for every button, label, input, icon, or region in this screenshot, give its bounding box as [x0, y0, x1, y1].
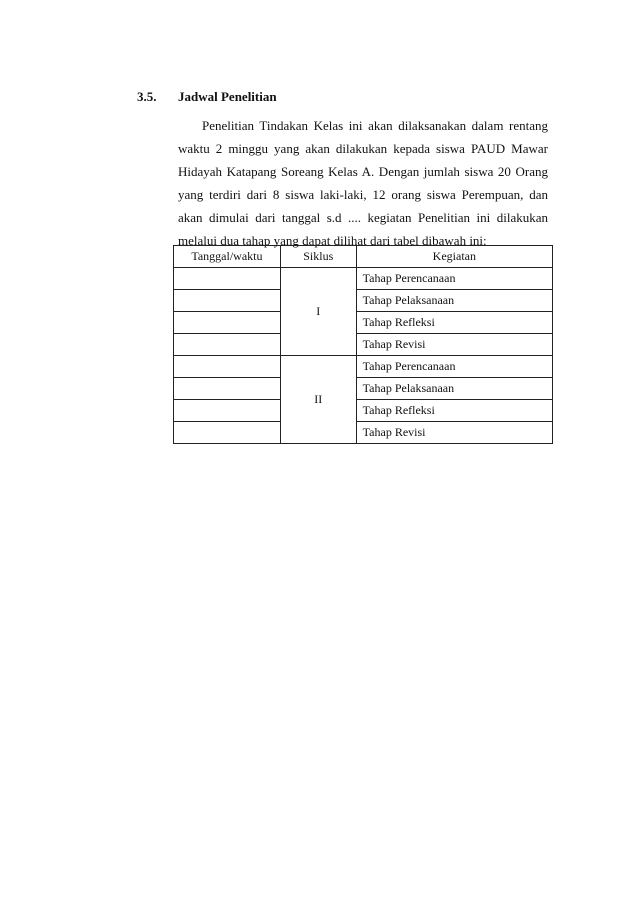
date-cell — [174, 312, 281, 334]
activity-cell: Tahap Perencanaan — [356, 268, 552, 290]
table-row — [174, 290, 553, 312]
paragraph-line: akan dimulai dari tanggal s.d .... kegiatan Penelitian ini dilakukan — [178, 210, 548, 225]
table-row — [174, 400, 553, 422]
table-row — [174, 268, 553, 290]
activity-cell: Tahap Refleksi — [356, 400, 552, 422]
table-header-row — [174, 246, 553, 268]
section-heading — [137, 89, 277, 105]
date-cell — [174, 400, 281, 422]
date-cell — [174, 356, 281, 378]
cycle-cell: II — [280, 356, 356, 444]
date-cell — [174, 268, 281, 290]
header-kegiatan: Kegiatan — [356, 246, 552, 268]
date-cell — [174, 290, 281, 312]
activity-cell: Tahap Refleksi — [356, 312, 552, 334]
date-cell — [174, 334, 281, 356]
table-row — [174, 312, 553, 334]
table-row — [174, 422, 553, 444]
paragraph-line: melalui dua tahap yang dapat dilihat dari tabel dibawah ini: — [178, 233, 487, 248]
schedule-table — [173, 245, 553, 444]
table-row — [174, 378, 553, 400]
paragraph-line: Penelitian Tindakan Kelas ini akan dilaksanakan dalam rentang — [202, 118, 548, 133]
header-tanggal-waktu: Tanggal/waktu — [174, 246, 281, 268]
date-cell — [174, 422, 281, 444]
activity-cell: Tahap Perencanaan — [356, 356, 552, 378]
header-siklus: Siklus — [280, 246, 356, 268]
activity-cell: Tahap Pelaksanaan — [356, 378, 552, 400]
date-cell — [174, 378, 281, 400]
table-row — [174, 334, 553, 356]
paragraph-line: waktu 2 minggu yang akan dilakukan kepada siswa PAUD Mawar — [178, 141, 548, 156]
paragraph-line: yang terdiri dari 8 siswa laki-laki, 12 orang siswa Perempuan, dan — [178, 187, 548, 202]
activity-cell: Tahap Revisi — [356, 422, 552, 444]
cycle-cell: I — [280, 268, 356, 356]
paragraph-line: Hidayah Katapang Soreang Kelas A. Dengan jumlah siswa 20 Orang — [178, 164, 548, 179]
table-row — [174, 356, 553, 378]
section-number: 3.5. — [137, 89, 157, 104]
activity-cell: Tahap Revisi — [356, 334, 552, 356]
section-title: Jadwal Penelitian — [178, 89, 277, 104]
activity-cell: Tahap Pelaksanaan — [356, 290, 552, 312]
